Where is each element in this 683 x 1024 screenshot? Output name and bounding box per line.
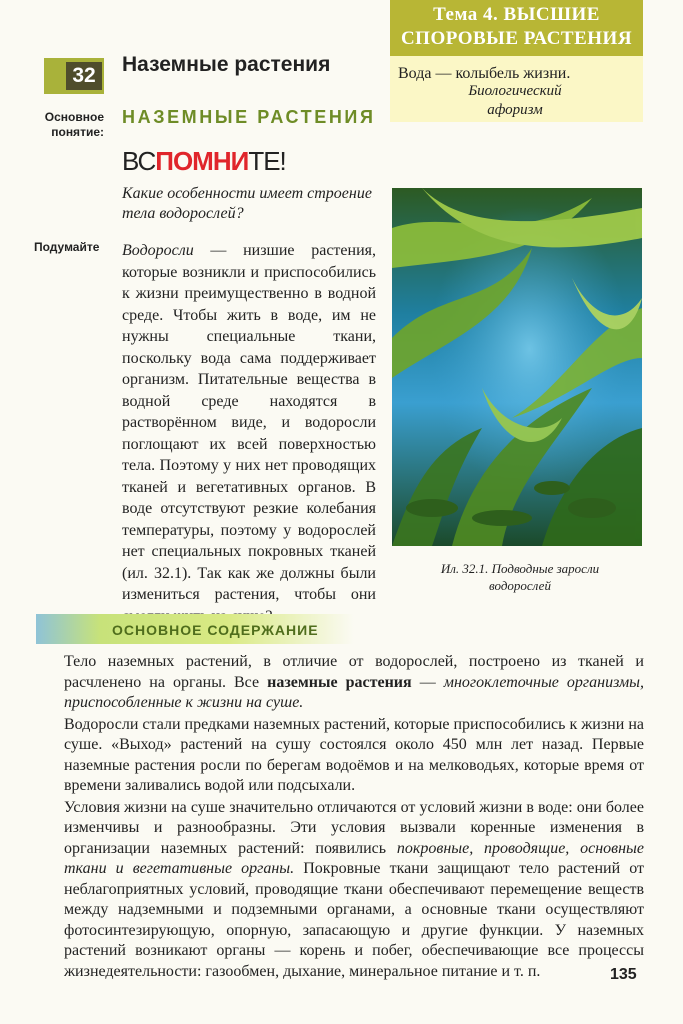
topic-banner [390, 0, 643, 56]
remember-highlight: ПОМНИ [155, 146, 249, 176]
term-land-plants: наземные растения [267, 673, 412, 691]
motto-text: Вода — колыбель жизни. [398, 65, 571, 82]
intro-text: — низшие растения, которые возникли и приспособились к жизни преимущественно в водной среде. Чтобы жить в воде, им не нужны специальные ткани, поскольку вода сама поддерживает организм. Питательные вещества в водной среде находятся в растворённом виде, и водоросли поглощают их всей поверхностью тела. Поэтому у них нет проводящих тканей и вегетативных органов. В воде отсутствуют резкие колебания температуры, поэтому у водорослей нет специальных покровных тканей (ил. 32.1). Так как же должны были измениться растения, чтобы они [122, 242, 376, 603]
main-paragraph-3: Условия жизни на суше значительно отличаются от условий жизни в воде: они более изменчивы и разнообразны. Эти условия вызвали коренные изменения в организации наземных растений: появились покровные, проводящие, основные ткани и вегетативные органы. Покровные ткани защищают тело растений от неблагоприятных условий, проводящие ткани обеспечивают перемещение веществ между надземными и подземными органами, а основные ткани осуществляют фотосинтезирующую, опорную, запасающую и другие функции. У наземных растений возникают органы — корень и побег, обеспечивающие все процессы жизнедеятельности: газообмен, дыхание, минеральное питание и т. п. [64, 798, 644, 980]
concept-term: НАЗЕМНЫЕ РАСТЕНИЯ [122, 107, 376, 127]
definition-land-plants: многоклеточные организмы, приспособленные к жизни на суше. [64, 673, 645, 711]
remember-suffix: ТЕ! [248, 146, 286, 176]
algae-photo [392, 188, 642, 546]
page-number: 135 [610, 966, 637, 983]
think-label: Подумайте [34, 240, 100, 254]
intro-paragraph [122, 240, 376, 627]
tissue-types: покровные, проводящие, основные ткани и вегетативные органы. [64, 839, 644, 877]
main-paragraph-1: Тело наземных растений, в отличие от водорослей, построено из тканей и расчленено на органы. Все наземные растения — многоклеточные организмы, приспособленные к жизни на суше. [64, 653, 645, 711]
topic-line-1: Тема 4. ВЫСШИЕ [433, 4, 600, 25]
algae-illustration [392, 188, 642, 546]
paragraph-number: 32 [66, 62, 102, 90]
remember-prefix: ВС [122, 146, 156, 176]
intro-term: Водоросли [122, 242, 194, 259]
figure-caption: Ил. 32.1. Подводные заросли водорослей [440, 561, 600, 593]
paragraph-number-badge [44, 58, 104, 94]
section-heading: ОСНОВНОЕ СОДЕРЖАНИЕ [112, 622, 319, 638]
main-paragraph-2: Водоросли стали предками наземных растений, которые приспособились к жизни на суше. «Выход» растений на сушу состоялся около 450 млн лет назад. Первые наземные растения росли по берегам водоёмов и на мелководьях, которые время от времени заливались водой или подсыхали. [64, 715, 644, 794]
review-question: Какие особенности имеет строение тела водорослей? [122, 185, 372, 222]
remember-heading [122, 146, 286, 177]
topic-line-2: СПОРОВЫЕ РАСТЕНИЯ [400, 28, 633, 49]
paragraph-title: Наземные растения [122, 53, 331, 76]
main-text [64, 652, 644, 983]
motto-source: Биологический афоризм [468, 83, 562, 118]
concept-label: Основное понятие: [44, 110, 104, 139]
